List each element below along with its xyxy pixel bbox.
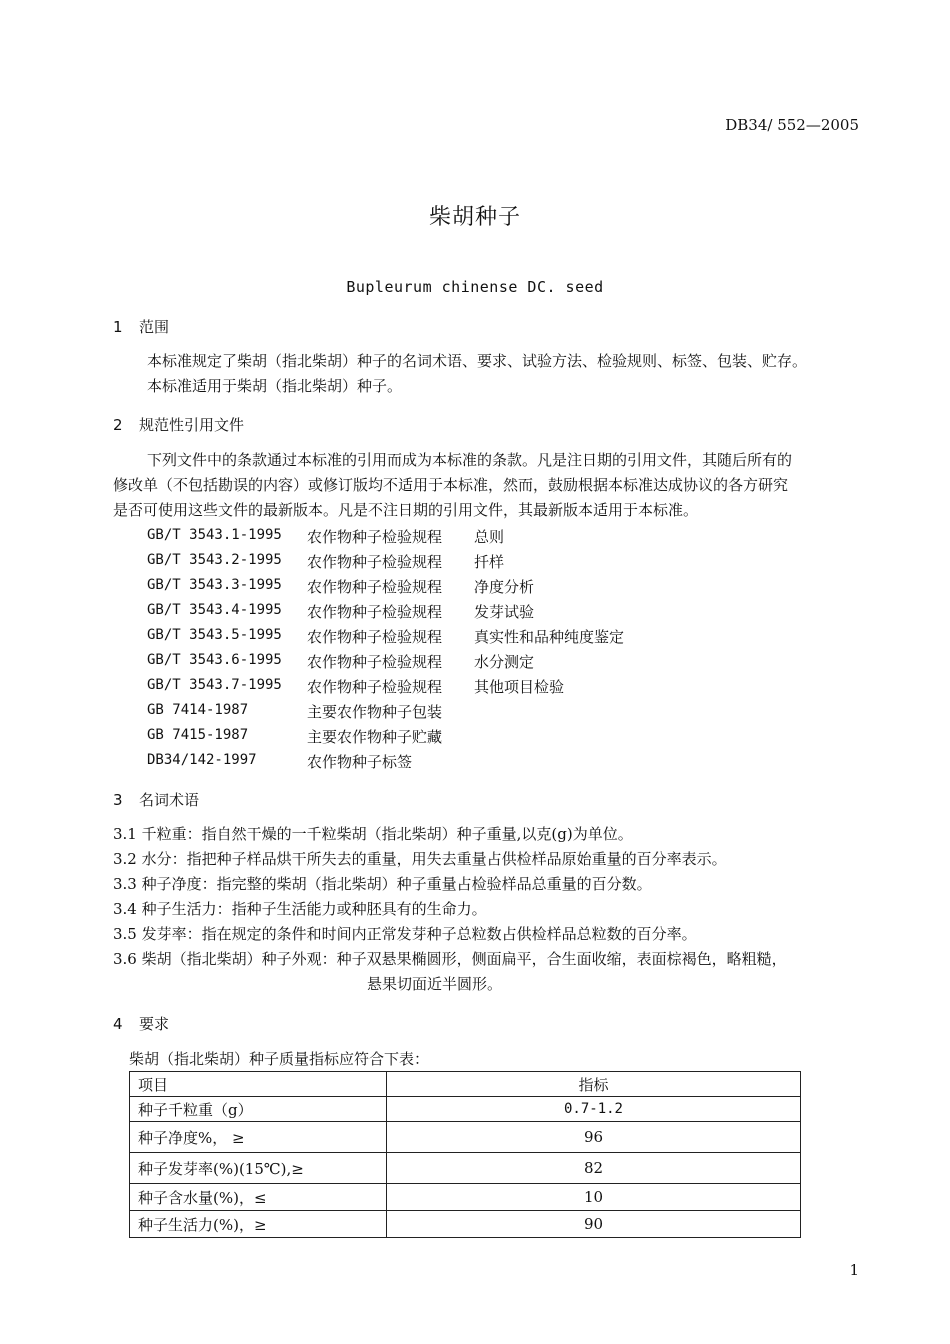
section-1-heading: [113, 316, 169, 337]
reference-code: GB/T 3543.3-1995: [147, 577, 282, 593]
reference-item: [0, 598, 950, 623]
section-2-line-3: 是否可使用这些文件的最新版本。凡是不注日期的引用文件，其最新版本适用于本标准。: [113, 501, 699, 519]
page-subtitle: Bupleurum chinense DC. seed: [346, 278, 604, 296]
reference-part: 其他项目检验: [474, 678, 565, 696]
reference-item: [0, 723, 950, 748]
row-value: 0.7-1.2: [387, 1097, 801, 1122]
reference-title: 农作物种子检验规程: [307, 628, 443, 646]
reference-code: GB/T 3543.6-1995: [147, 652, 282, 668]
section-1-paragraph-1: 本标准规定了柴胡（指北柴胡）种子的名词术语、要求、试验方法、检验规则、标签、包装、贮存。: [147, 352, 808, 370]
term-item: 3.6 柴胡（指北柴胡）种子外观：种子双悬果椭圆形，侧面扁平，合生面收缩，表面棕褐色，略粗糙，: [113, 950, 787, 968]
table-row: [130, 1122, 801, 1153]
reference-item: [0, 698, 950, 723]
section-number: 3: [113, 791, 123, 809]
header-cell-item: 项目: [130, 1072, 387, 1097]
reference-item: [0, 673, 950, 698]
reference-title: 农作物种子检验规程: [307, 653, 443, 671]
row-value: 82: [387, 1153, 801, 1184]
page-title: 柴胡种子: [428, 205, 521, 230]
table-header-row: [130, 1072, 801, 1097]
reference-code: GB/T 3543.2-1995: [147, 552, 282, 568]
reference-code: GB/T 3543.7-1995: [147, 677, 282, 693]
section-title: 规范性引用文件: [139, 416, 245, 434]
row-label: 种子生活力(%)，≥: [130, 1211, 387, 1238]
reference-part: 真实性和品种纯度鉴定: [474, 628, 625, 646]
section-title: 名词术语: [139, 791, 200, 809]
reference-code: GB/T 3543.4-1995: [147, 602, 282, 618]
reference-code: GB 7414-1987: [147, 702, 249, 718]
reference-code: GB 7415-1987: [147, 727, 249, 743]
term-item: 3.3 种子净度：指完整的柴胡（指北柴胡）种子重量占检验样品总重量的百分数。: [113, 875, 652, 893]
reference-item: [0, 573, 950, 598]
reference-title: 农作物种子检验规程: [307, 603, 443, 621]
reference-title: 主要农作物种子包装: [307, 703, 443, 721]
term-continuation: 悬果切面近半圆形。: [367, 975, 503, 993]
reference-title: 农作物种子检验规程: [307, 553, 443, 571]
reference-part: 水分测定: [474, 653, 535, 671]
term-item: 3.5 发芽率：指在规定的条件和时间内正常发芽种子总粒数占供检样品总粒数的百分率。: [113, 925, 697, 943]
section-2-line-2: 修改单（不包括勘误的内容）或修订版均不适用于本标准，然而，鼓励根据本标准达成协议的各方研究: [113, 476, 789, 494]
reference-item: [0, 523, 950, 548]
document-number: DB34/ 552—2005: [725, 116, 859, 134]
row-label: 种子含水量(%)，≤: [130, 1184, 387, 1211]
section-number: 4: [113, 1015, 123, 1033]
header-cell-value: 指标: [387, 1072, 801, 1097]
page-number: 1: [849, 1261, 859, 1279]
table-row: [130, 1097, 801, 1122]
section-3-heading: [113, 789, 199, 810]
row-value: 10: [387, 1184, 801, 1211]
table-row: [130, 1184, 801, 1211]
reference-title: 农作物种子检验规程: [307, 678, 443, 696]
section-2-heading: [113, 414, 244, 435]
row-label: 种子发芽率(%)(15℃),≥: [130, 1153, 387, 1184]
row-label: 种子净度%， ≥: [130, 1122, 387, 1153]
reference-title: 农作物种子标签: [307, 753, 413, 771]
reference-code: DB34/142-1997: [147, 752, 257, 768]
reference-item: [0, 748, 950, 773]
term-item: 3.2 水分：指把种子样品烘干所失去的重量，用失去重量占供检样品原始重量的百分率表示。: [113, 850, 727, 868]
quality-table: [129, 1071, 801, 1238]
table-intro: 柴胡（指北柴胡）种子质量指标应符合下表：: [129, 1050, 430, 1068]
section-number: 2: [113, 416, 123, 434]
term-item: 3.4 种子生活力：指种子生活能力或种胚具有的生命力。: [113, 900, 487, 918]
section-4-heading: [113, 1013, 169, 1034]
term-item: 3.1 千粒重：指自然干燥的一千粒柴胡（指北柴胡）种子重量,以克(g)为单位。: [113, 825, 633, 843]
section-number: 1: [113, 318, 123, 336]
reference-item: [0, 548, 950, 573]
reference-item: [0, 648, 950, 673]
reference-item: [0, 623, 950, 648]
section-1-paragraph-2: 本标准适用于柴胡（指北柴胡）种子。: [147, 377, 403, 395]
row-value: 90: [387, 1211, 801, 1238]
reference-part: 总则: [474, 528, 505, 546]
reference-title: 农作物种子检验规程: [307, 528, 443, 546]
reference-code: GB/T 3543.1-1995: [147, 527, 282, 543]
section-title: 要求: [139, 1015, 170, 1033]
row-value: 96: [387, 1122, 801, 1153]
reference-part: 发芽试验: [474, 603, 535, 621]
table-row: [130, 1211, 801, 1238]
section-title: 范围: [139, 318, 170, 336]
reference-title: 主要农作物种子贮藏: [307, 728, 443, 746]
reference-part: 扦样: [474, 553, 505, 571]
reference-title: 农作物种子检验规程: [307, 578, 443, 596]
table-row: [130, 1153, 801, 1184]
section-2-line-1: 下列文件中的条款通过本标准的引用而成为本标准的条款。凡是注日期的引用文件，其随后所有的: [147, 451, 793, 469]
row-label: 种子千粒重（g）: [130, 1097, 387, 1122]
reference-code: GB/T 3543.5-1995: [147, 627, 282, 643]
reference-part: 净度分析: [474, 578, 535, 596]
